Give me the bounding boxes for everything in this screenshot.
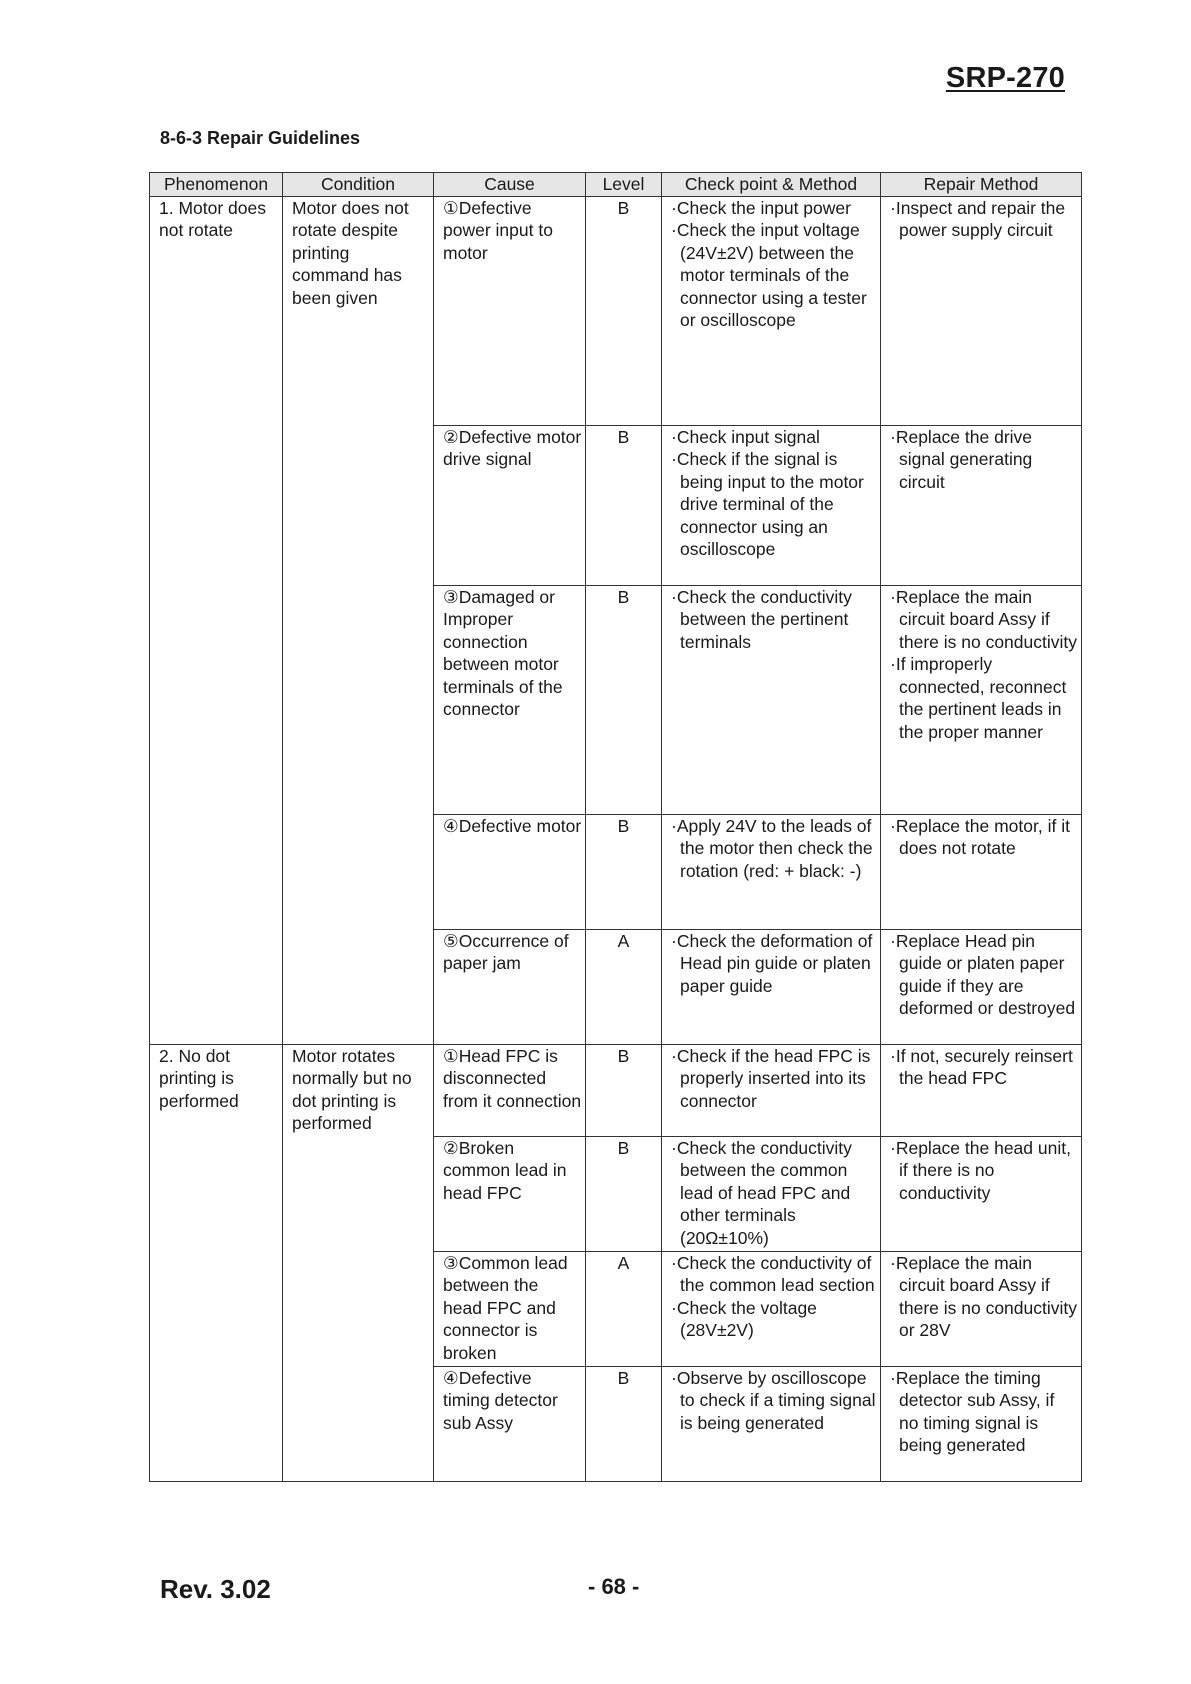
table-row — [150, 1044, 1082, 1136]
condition-cell: Motor rotates normally but no dot printing is performed — [283, 1044, 434, 1481]
repair-method-cell — [881, 929, 1082, 1044]
level-cell: A — [586, 929, 662, 1044]
repair-method-cell — [881, 425, 1082, 585]
check-method-cell — [662, 814, 881, 929]
check-item: ·Check if the signal is being input to the motor drive terminal of the connector using an oscilloscope — [671, 449, 864, 559]
check-item: ·Check the voltage (28V±2V) — [671, 1297, 817, 1340]
level-cell: B — [586, 585, 662, 814]
level-cell: A — [586, 1251, 662, 1366]
cause-cell: ②Broken common lead in head FPC — [434, 1136, 586, 1251]
check-item: ·Apply 24V to the leads of the motor then check the rotation (red: + black: -) — [671, 815, 873, 881]
level-cell: B — [586, 196, 662, 425]
cause-cell: ①Head FPC is disconnected from it connection — [434, 1044, 586, 1136]
repair-method-cell — [881, 1136, 1082, 1251]
level-cell: B — [586, 1366, 662, 1481]
repair-method-cell — [881, 814, 1082, 929]
repair-item: ·If not, securely reinsert the head FPC — [890, 1045, 1073, 1088]
repair-item: ·Replace the motor, if it does not rotate — [890, 815, 1070, 858]
column-header-level: Level — [586, 173, 662, 197]
table-row — [150, 196, 1082, 425]
repair-guidelines-table — [149, 172, 1082, 1482]
check-method-cell — [662, 196, 881, 425]
cause-cell: ③Common lead between the head FPC and connector is broken — [434, 1251, 586, 1366]
column-header-condition: Condition — [283, 173, 434, 197]
cause-cell: ⑤Occurrence of paper jam — [434, 929, 586, 1044]
level-cell: B — [586, 1044, 662, 1136]
check-method-cell — [662, 1366, 881, 1481]
check-method-cell — [662, 425, 881, 585]
phenomenon-cell: 1. Motor does not rotate — [150, 196, 283, 1044]
check-method-cell — [662, 1044, 881, 1136]
level-cell: B — [586, 1136, 662, 1251]
table-header-row — [150, 173, 1082, 197]
repair-method-cell — [881, 1366, 1082, 1481]
page-number: - 68 - — [588, 1574, 640, 1599]
column-header-cause: Cause — [434, 173, 586, 197]
repair-method-cell — [881, 1251, 1082, 1366]
repair-item: ·Replace the main circuit board Assy if there is no conductivity or 28V — [890, 1252, 1078, 1340]
check-method-cell — [662, 1136, 881, 1251]
repair-item: ·Inspect and repair the power supply circuit — [890, 197, 1066, 240]
column-header-check-point: Check point & Method — [662, 173, 881, 197]
cause-cell: ②Defective motor drive signal — [434, 425, 586, 585]
phenomenon-cell: 2. No dot printing is performed — [150, 1044, 283, 1481]
repair-item: ·Replace the head unit, if there is no conductivity — [890, 1137, 1071, 1203]
column-header-repair-method: Repair Method — [881, 173, 1082, 197]
level-cell: B — [586, 814, 662, 929]
check-item: ·Observe by oscilloscope to check if a timing signal is being generated — [671, 1367, 876, 1433]
revision-label: Rev. 3.02 — [160, 1574, 271, 1604]
cause-cell: ④Defective motor — [434, 814, 586, 929]
repair-item: ·If improperly connected, reconnect the pertinent leads in the proper manner — [890, 654, 1067, 742]
check-item: ·Check the conductivity of the common lead section — [671, 1252, 875, 1295]
repair-item: ·Replace the timing detector sub Assy, if no timing signal is being generated — [890, 1367, 1055, 1455]
cause-cell: ③Damaged or Improper connection between motor terminals of the connector — [434, 585, 586, 814]
repair-item: ·Replace Head pin guide or platen paper guide if they are deformed or destroyed — [890, 930, 1076, 1018]
check-item: ·Check the input voltage (24V±2V) between the motor terminals of the connector using a tester or oscilloscope — [671, 220, 867, 330]
column-header-phenomenon: Phenomenon — [150, 173, 283, 197]
cause-cell: ④Defective timing detector sub Assy — [434, 1366, 586, 1481]
document-model-title: SRP-270 — [945, 62, 1065, 94]
check-item: ·Check the conductivity between the common lead of head FPC and other terminals (20Ω±10%) — [671, 1137, 852, 1248]
repair-method-cell — [881, 585, 1082, 814]
check-item: ·Check the conductivity between the pertinent terminals — [671, 586, 852, 652]
check-item: ·Check the deformation of Head pin guide or platen paper guide — [671, 930, 873, 996]
check-item: ·Check the input power — [671, 197, 851, 218]
repair-method-cell — [881, 196, 1082, 425]
level-cell: B — [586, 425, 662, 585]
section-heading: 8-6-3 Repair Guidelines — [160, 128, 361, 148]
check-method-cell — [662, 1251, 881, 1366]
check-item: ·Check if the head FPC is properly inserted into its connector — [671, 1045, 871, 1111]
condition-cell: Motor does not rotate despite printing command has been given — [283, 196, 434, 1044]
check-item: ·Check input signal — [671, 426, 820, 447]
repair-method-cell — [881, 1044, 1082, 1136]
check-method-cell — [662, 585, 881, 814]
repair-item: ·Replace the drive signal generating circuit — [890, 426, 1033, 492]
check-method-cell — [662, 929, 881, 1044]
repair-item: ·Replace the main circuit board Assy if there is no conductivity — [890, 586, 1078, 652]
cause-cell: ①Defective power input to motor — [434, 196, 586, 425]
